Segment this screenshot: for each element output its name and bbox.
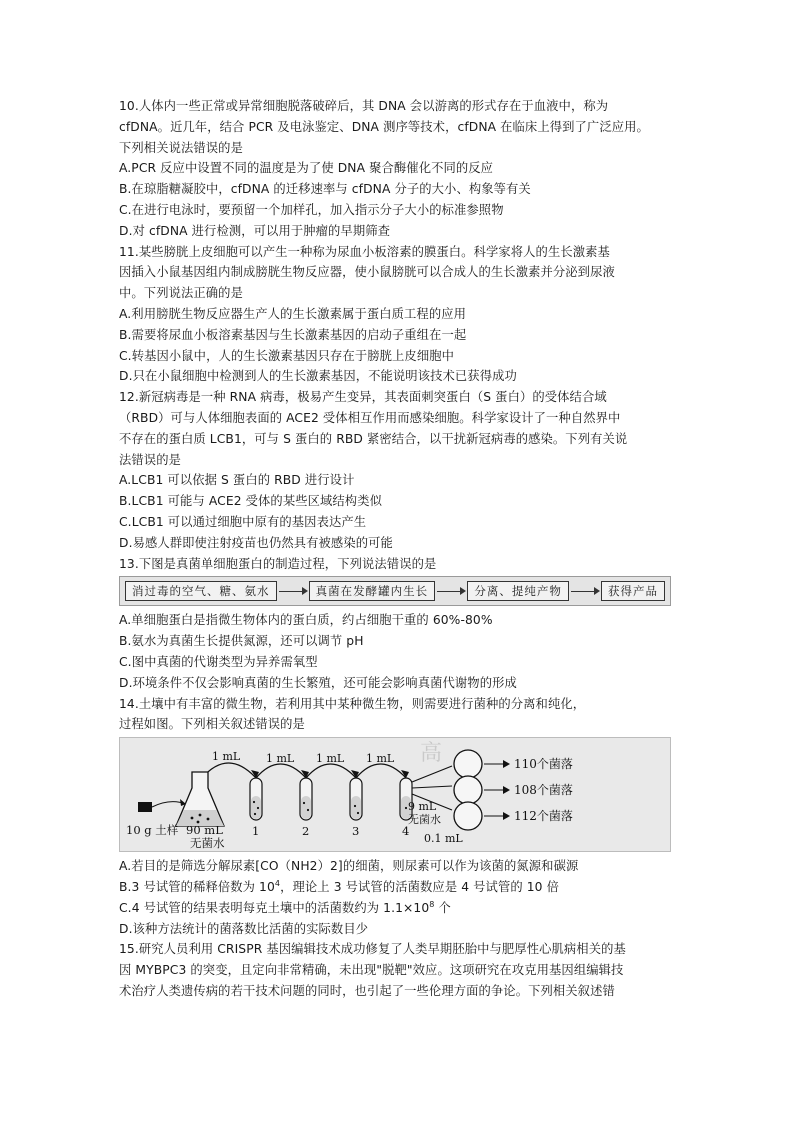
option-line: D.只在小鼠细胞中检测到人的生长激素基因，不能说明该技术已获得成功	[119, 369, 517, 384]
soil-sample-label: 10 g 土样	[126, 823, 179, 838]
colony-count-label: 112个菌落	[514, 809, 573, 824]
option-text: 个	[434, 900, 451, 915]
option-line: B.需要将尿血小板溶素基因与生长激素基因的启动子重组在一起	[119, 327, 467, 342]
tube-number-label: 4	[402, 824, 410, 839]
test-tubes	[250, 778, 412, 820]
option-line: B.在琼脂糖凝胶中，cfDNA 的迁移速率与 cfDNA 分子的大小、构象等有关	[119, 182, 531, 197]
option-line: D.易感人群即使注射疫苗也仍然具有被感染的可能	[119, 535, 393, 550]
option-line	[119, 877, 699, 898]
option-line	[119, 898, 699, 919]
text-line: 因 MYBPC3 的突变，且定向非常精确，未出现"脱靶"效应。这项研究在攻克用基因组编辑技	[119, 963, 624, 978]
arrow-right-icon	[569, 582, 601, 600]
option-line: A.单细胞蛋白是指微生物体内的蛋白质，约占细胞干重的 60%-80%	[119, 613, 493, 628]
colony-count-label: 110个菌落	[514, 757, 573, 772]
text-line: 11.某些膀胱上皮细胞可以产生一种称为尿血小板溶素的膜蛋白。科学家将人的生长激素基	[119, 244, 610, 259]
transfer-volume-label: 1 mL	[366, 752, 395, 766]
text-line: 13.下图是真菌单细胞蛋白的制造过程，下列说法错误的是	[119, 556, 437, 571]
watermark-text: 高	[420, 741, 443, 767]
colony-count-label: 108个菌落	[514, 783, 573, 798]
superscript: 8	[429, 899, 435, 909]
text-line: cfDNA。近几年，结合 PCR 及电泳鉴定、DNA 测序等技术，cfDNA 在临床上得到了广泛应用。	[119, 119, 649, 134]
text-line: 14.土壤中有丰富的微生物，若利用其中某种微生物，则需要进行菌种的分离和纯化，	[119, 696, 586, 711]
option-line: B.氨水为真菌生长提供氮源，还可以调节 pH	[119, 634, 364, 649]
option-line: D.环境条件不仅会影响真菌的生长繁殖，还可能会影响真菌代谢物的形成	[119, 675, 517, 690]
conical-flask-icon	[176, 772, 224, 826]
option-line: A.LCB1 可以依据 S 蛋白的 RBD 进行设计	[119, 473, 355, 488]
exam-page	[119, 96, 699, 1002]
text-line: 15.研究人员利用 CRISPR 基因编辑技术成功修复了人类早期胚胎中与肥厚性心肌病相关的基	[119, 942, 626, 957]
q10-q13-text	[119, 96, 699, 574]
transfer-volume-label: 1 mL	[316, 752, 345, 766]
option-text: ，理论上 3 号试管的活菌数应是 4 号试管的 10 倍	[280, 879, 560, 894]
text-line: （RBD）可与人体细胞表面的 ACE2 受体相互作用而感染细胞。科学家设计了一种自然界中	[119, 410, 621, 425]
q13-options-q14-stem	[119, 610, 699, 735]
tube-number-label: 1	[252, 824, 260, 839]
petri-dishes	[454, 750, 482, 830]
text-line: 中。下列说法正确的是	[119, 286, 243, 301]
arrow-right-icon	[277, 582, 309, 600]
option-line: C.在进行电泳时，要预留一个加样孔，加入指示分子大小的标准参照物	[119, 202, 504, 217]
arrow-right-icon	[503, 786, 510, 794]
plating-volume-label: 0.1 mL	[424, 832, 463, 846]
transfer-arrowheads	[251, 770, 409, 778]
text-line: 下列相关说法错误的是	[119, 140, 243, 155]
option-text: C.4 号试管的结果表明每克土壤中的活菌数约为 1.1×10	[119, 900, 430, 915]
arrow-right-icon	[503, 760, 510, 768]
water-sterile-label: 无菌水	[408, 813, 441, 827]
flow-step-box: 真菌在发酵罐内生长	[309, 581, 436, 601]
soil-sample-icon	[138, 799, 186, 812]
petri-dish-icon	[454, 750, 482, 778]
transfer-volume-label: 1 mL	[212, 750, 241, 764]
text-line: 过程如图。下列相关叙述错误的是	[119, 717, 305, 732]
text-line: 12.新冠病毒是一种 RNA 病毒，极易产生变异，其表面刺突蛋白（S 蛋白）的受体结合域	[119, 390, 607, 405]
flask-volume-label: 90 mL	[186, 823, 223, 838]
option-text: B.3 号试管的稀释倍数为 10	[119, 879, 275, 894]
option-line: A.利用膀胱生物反应器生产人的生长激素属于蛋白质工程的应用	[119, 306, 467, 321]
option-line: C.图中真菌的代谢类型为异养需氧型	[119, 654, 318, 669]
option-line: D.该种方法统计的菌落数比活菌的实际数目少	[119, 921, 369, 936]
arrow-right-icon	[435, 582, 467, 600]
text-line: 法错误的是	[119, 452, 181, 467]
dilution-illustration	[120, 738, 670, 851]
option-line: D.对 cfDNA 进行检测，可以用于肿瘤的早期筛查	[119, 223, 391, 238]
q15-text	[119, 939, 699, 1001]
option-line: A.PCR 反应中设置不同的温度是为了使 DNA 聚合酶催化不同的反应	[119, 161, 494, 176]
flow-step-box: 分离、提纯产物	[467, 581, 569, 601]
text-line: 不存在的蛋白质 LCB1，可与 S 蛋白的 RBD 紧密结合，以干扰新冠病毒的感染。下列有关说	[119, 431, 628, 446]
flask-water-label: 无菌水	[190, 836, 225, 851]
option-line: C.LCB1 可以通过细胞中原有的基因表达产生	[119, 514, 367, 529]
flow-step-box: 消过毒的空气、糖、氨水	[125, 581, 277, 601]
tube-number-label: 2	[302, 824, 310, 839]
count-arrows	[484, 764, 504, 816]
q14-options	[119, 856, 699, 939]
petri-dish-icon	[454, 776, 482, 804]
flow-step-box: 获得产品	[601, 581, 665, 601]
option-line: B.LCB1 可能与 ACE2 受体的某些区域结构类似	[119, 494, 383, 509]
water-volume-label: 9 mL	[408, 800, 437, 814]
superscript: 4	[274, 878, 281, 888]
fungal-protein-flow-diagram	[119, 576, 671, 606]
serial-dilution-figure	[119, 737, 671, 852]
text-line: 术治疗人类遗传病的若干技术问题的同时，也引起了一些伦理方面的争论。下列相关叙述错	[119, 983, 615, 998]
tube-number-label: 3	[352, 824, 360, 839]
text-line: 因插入小鼠基因组内制成膀胱生物反应器，使小鼠膀胱可以合成人的生长激素并分泌到尿液	[119, 265, 615, 280]
arrow-right-icon	[503, 812, 510, 820]
option-line: C.转基因小鼠中，人的生长激素基因只存在于膀胱上皮细胞中	[119, 348, 455, 363]
transfer-volume-label: 1 mL	[266, 752, 295, 766]
petri-dish-icon	[454, 802, 482, 830]
transfer-arcs	[202, 763, 406, 778]
text-line: 10.人体内一些正常或异常细胞脱落破碎后，其 DNA 会以游离的形式存在于血液中，称为	[119, 99, 609, 113]
option-line: A.若目的是筛选分解尿素[CO（NH2）2]的细菌，则尿素可以作为该菌的氮源和碳源	[119, 859, 579, 874]
